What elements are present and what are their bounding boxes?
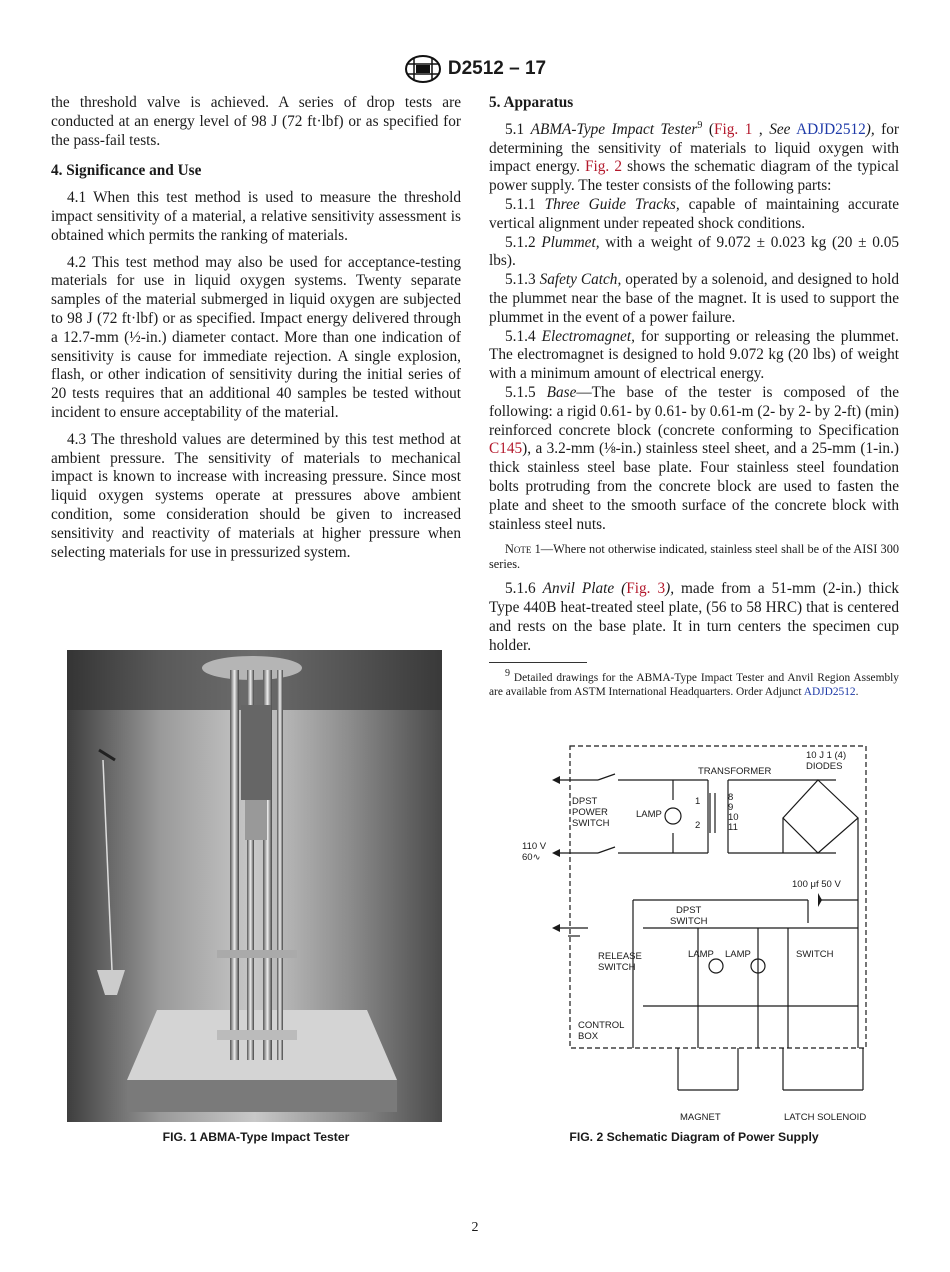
footnote-divider — [489, 662, 587, 663]
label-tap-8: 8 — [728, 792, 734, 803]
power-supply-schematic — [518, 738, 890, 1128]
label-dpst-power-1: DPST — [572, 796, 598, 807]
label-dpst-power-3: SWITCH — [572, 818, 610, 829]
note-1: Note 1—Where not otherwise indicated, stainless steel shall be of the AISI 300 series. — [489, 542, 899, 572]
label-release-1: RELEASE — [598, 951, 642, 962]
paragraph-5-1-2: 5.1.2 Plummet, with a weight of 9.072 ± 0.023 kg (20 ± 0.05 lbs). — [489, 233, 899, 270]
section-5-heading: 5. Apparatus — [489, 94, 574, 111]
label-latch-solenoid: LATCH SOLENOID — [784, 1112, 867, 1123]
document-designation: D2512 – 17 — [447, 58, 547, 79]
label-capacitor: 100 μf 50 V — [792, 879, 841, 890]
label-box: BOX — [578, 1031, 599, 1042]
fig-2-link[interactable]: Fig. 2 — [585, 158, 622, 176]
label-tap-2: 2 — [695, 820, 701, 831]
label-dpst-switch-1: DPST — [676, 905, 702, 916]
paragraph-5-1: 5.1 ABMA-Type Impact Tester$^9$ (Fig. 1 , See ADJD2512), for determining the sensitivity of materials to liquid oxygen with impact energy. Fig. 2 shows the schematic diagram of the typical power supply. The tester consists of the following parts: — [489, 119, 900, 195]
label-tap-1: 1 — [695, 796, 701, 807]
paragraph-4-2: 4.2 This test method may also be used for acceptance-testing materials for use in liquid oxygen systems. Twenty separate samples of the material submerged in liquid oxygen are subjected to 98 J (72 ft·lbf) or as specified. Impact energy delivered through a 12.7-mm (½-in.) diameter contact. More than one indication of sensitivity is cause for immediate rejection. A single explosion, flash, or other indication of sensitivity during the initial series of 20 tests requires that an additional 40 samples be tested without incident to ensure acceptability of the material. — [51, 253, 461, 421]
paragraph-5-1-6: 5.1.6 Anvil Plate (Fig. 3), made from a 51-mm (2-in.) thick Type 440B heat-treated steel plate, (56 to 58 HRC) that is centered and rests on the base plate. It in turn centers the specimen cup holder. — [489, 580, 900, 654]
fig-3-link[interactable]: Fig. 3 — [626, 580, 666, 598]
label-switch: SWITCH — [796, 949, 834, 960]
impact-tester-photo — [67, 650, 442, 1122]
footnote-adjunct-link[interactable]: ADJD2512 — [803, 686, 856, 699]
right-column — [489, 94, 899, 700]
label-transformer: TRANSFORMER — [698, 766, 772, 777]
paragraph-5-1-4: 5.1.4 Electromagnet, for supporting or releasing the plummet. The electromagnet is designed to hold 9.072 kg (20 lbs) of weight with a minimum amount of electrical energy. — [489, 327, 899, 383]
paragraph-5-1-3: 5.1.3 Safety Catch, operated by a solenoid, and designed to hold the plummet near the base of the magnet. It is used to support the plummet in the event of a power failure. — [489, 271, 899, 326]
label-lamp-a: LAMP — [688, 949, 714, 960]
paragraph-4-3: 4.3 The threshold values are determined by this test method at ambient pressure. The sensitivity of materials to mechanical impact is known to increase with increasing pressure. Since most liquid oxygen systems operate at pressures above ambient condition, some consideration should be given to increased sensitivity and reactivity of materials at higher pressure when selecting materials for use in pressurized system. — [51, 430, 461, 561]
paragraph-5-1-5: 5.1.5 Base—The base of the tester is composed of the following: a rigid 0.61- by 0.61- by 0.61-m (2- by 2- by 2-ft) (min) reinforced concrete block (concrete conforming to Specification C145), a 3.2-mm (⅛-in.) stainless steel sheet, and a 25-mm (1-in.) thick stainless steel base plate. Four stainless steel foundation bolts protruding from the concrete block are used to fasten the plate and sheet to the smooth surface of the concrete block with stainless steel nuts. — [489, 383, 899, 533]
label-frequency: 60∿ — [522, 852, 541, 863]
label-control: CONTROL — [578, 1020, 625, 1031]
label-lamp-b: LAMP — [725, 949, 751, 960]
page-header — [0, 54, 950, 88]
label-diodes-rating: 10 J 1 (4) — [806, 750, 847, 761]
label-lamp-top: LAMP — [636, 809, 662, 820]
figure-1-caption: FIG. 1 ABMA-Type Impact Tester — [162, 1130, 350, 1144]
paragraph-continued: the threshold valve is achieved. A series of drop tests are conducted at an energy level of 98 J (72 ft·lbf) or as specified for the pass-fail tests. — [51, 94, 461, 149]
label-tap-10: 10 — [728, 812, 739, 823]
label-dpst-power-2: POWER — [572, 807, 608, 818]
label-diodes: DIODES — [806, 761, 843, 772]
label-voltage: 110 V — [522, 841, 547, 852]
section-4-heading: 4. Significance and Use — [51, 162, 202, 180]
page-number: 2 — [471, 1220, 479, 1235]
c145-link[interactable]: C145 — [489, 440, 523, 458]
paragraph-5-1-1: 5.1.1 Three Guide Tracks, capable of maintaining accurate vertical alignment under repeated shock conditions. — [489, 195, 900, 232]
label-tap-11: 11 — [728, 822, 738, 833]
label-release-2: SWITCH — [598, 962, 636, 973]
label-tap-9: 9 — [728, 802, 734, 813]
label-magnet: MAGNET — [680, 1112, 721, 1123]
adjunct-link[interactable]: ADJD2512 — [796, 120, 866, 138]
fig-1-link[interactable]: Fig. 1 — [714, 120, 753, 138]
footnote-9: $^9$ Detailed drawings for the ABMA-Type Impact Tester and Anvil Region Assembly are available from ASTM International Headquarters. Order Adjunct ADJD2512. — [489, 667, 899, 699]
figure-2-caption: FIG. 2 Schematic Diagram of Power Supply — [569, 1130, 819, 1144]
astm-logo-icon — [404, 54, 442, 84]
left-column — [51, 94, 461, 562]
label-dpst-switch-2: SWITCH — [670, 916, 708, 927]
paragraph-4-1: 4.1 When this test method is used to measure the threshold impact sensitivity of a material, a relative sensitivity assessment is obtained which permits the ranking of materials. — [51, 189, 461, 244]
